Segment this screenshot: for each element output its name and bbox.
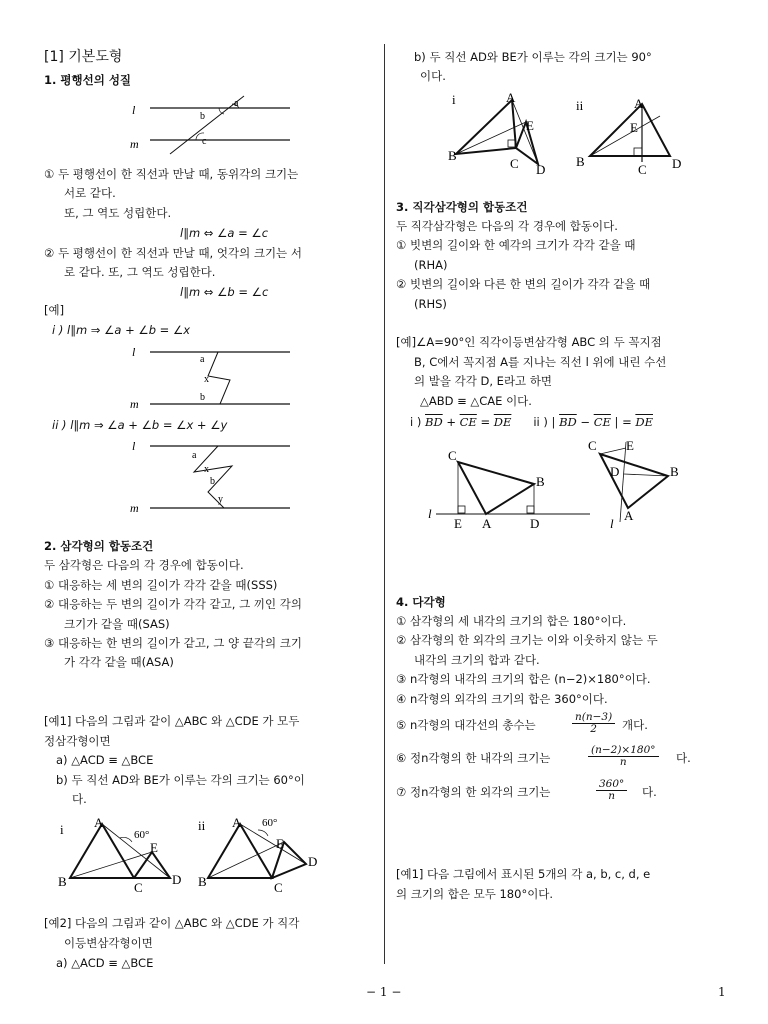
congruence-asa-line1: ③ 대응하는 한 변의 길이가 같고, 그 양 끝각의 크기 <box>44 636 302 650</box>
rt-example-line4: △ABD ≡ △CAE 이다. <box>420 394 532 408</box>
congruence-sas-line1: ② 대응하는 두 변의 길이가 각각 같고, 그 끼인 각의 <box>44 597 302 611</box>
angle-x-label: x <box>204 374 209 385</box>
fraction-numerator: n(n−3) <box>572 712 615 724</box>
fraction-denominator: n <box>608 790 616 802</box>
interior-angle-fraction <box>588 745 659 768</box>
rt-congruence-figure-1 <box>424 444 594 536</box>
vertex-b: B <box>576 154 585 169</box>
roman-ii: ii <box>198 818 206 833</box>
vertex-b: B <box>198 874 207 889</box>
equals-sign: = <box>480 415 491 429</box>
example-i-formula: i ) l∥m ⇒ ∠a + ∠b = ∠x <box>52 323 191 337</box>
vertex-b: B <box>58 874 67 889</box>
line-m-label: m <box>130 501 139 515</box>
rha-line1: ① 빗변의 길이와 한 예각의 크기가 각각 같을 때 <box>396 238 636 252</box>
fraction-numerator: (n−2)×180° <box>588 745 659 757</box>
example2-b-line1: b) 두 직선 AD와 BE가 이루는 각의 크기는 90° <box>414 50 652 64</box>
vertex-d: D <box>308 854 318 869</box>
section-title: [1] 기본도형 <box>44 49 123 65</box>
angle-y-label: y <box>218 494 223 505</box>
example1-b-line1: b) 두 직선 AD와 BE가 이루는 각의 크기는 60°이 <box>56 773 305 787</box>
rt-example-line3: 의 발을 각각 D, E라고 하면 <box>414 374 553 388</box>
zigzag-figure-1 <box>120 340 300 412</box>
vertex-b: B <box>536 474 545 489</box>
fraction-denominator: n <box>619 756 627 768</box>
example2-line1: [예2] 다음의 그림과 같이 △ABC 와 △CDE 가 직각 <box>44 916 300 930</box>
heading-parallel-lines: 1. 평행선의 성질 <box>44 73 132 87</box>
angle-c-label: c <box>202 136 207 147</box>
example2-b-line2: 이다. <box>420 69 446 83</box>
vertex-e: E <box>526 118 534 133</box>
example1-line1: [예1] 다음의 그림과 같이 △ABC 와 △CDE 가 모두 <box>44 714 300 728</box>
polygon-5-text: ⑤ n각형의 대각선의 총수는 <box>396 718 536 732</box>
vertex-a: A <box>506 90 516 105</box>
polygon-7-text: ⑦ 정n각형의 한 외각의 크기는 <box>396 785 551 799</box>
column-divider <box>384 44 385 964</box>
formula-i-prefix: i ) <box>410 415 422 429</box>
plus-sign: + <box>446 415 456 429</box>
line-m-label: m <box>130 397 139 411</box>
vertex-c: C <box>638 162 647 177</box>
property-2-line2: 로 같다. 또, 그 역도 성립한다. <box>64 265 216 279</box>
vertex-c: C <box>510 156 519 171</box>
example1-b-line2: 다. <box>72 792 87 806</box>
vertex-e: E <box>276 836 284 851</box>
angle-a-label: a <box>200 354 205 365</box>
vertex-e: E <box>454 516 462 531</box>
page-number-center: − 1 − <box>366 985 402 999</box>
property-2-formula: l∥m ⇔ ∠b = ∠c <box>180 285 269 299</box>
fraction-numerator: 360° <box>596 779 627 791</box>
equilateral-figure-i <box>56 814 186 894</box>
rhs-line1: ② 빗변의 길이와 다른 한 변의 길이가 각각 같을 때 <box>396 277 651 291</box>
property-1-line3: 또, 그 역도 성립한다. <box>64 206 172 220</box>
congruence-intro: 두 삼각형은 다음의 각 경우에 합동이다. <box>44 558 244 572</box>
polygon-example-line1: [예1] 다음 그림에서 표시된 5개의 각 a, b, c, d, e <box>396 867 651 881</box>
equilateral-figure-ii <box>196 814 326 894</box>
heading-right-triangle: 3. 직각삼각형의 합동조건 <box>396 200 528 214</box>
vertex-d: D <box>610 464 620 479</box>
polygon-6-text: ⑥ 정n각형의 한 내각의 크기는 <box>396 751 551 765</box>
rt-example-formulas <box>410 415 653 430</box>
angle-b-label: b <box>200 392 205 403</box>
rt-congruence-figure-2 <box>580 434 690 534</box>
vertex-a: A <box>482 516 492 531</box>
roman-i: i <box>452 92 456 107</box>
minus-sign: − <box>580 415 591 429</box>
example2-a: a) △ACD ≡ △BCE <box>56 956 154 970</box>
segment-ce: $\overline{CE}$ <box>459 415 477 429</box>
segment-bd: $\overline{BD}$ <box>559 415 577 429</box>
vertex-b: B <box>448 148 457 163</box>
parallel-lines-figure <box>120 94 300 156</box>
polygon-2-line2: 내각의 크기의 합과 같다. <box>414 653 540 667</box>
diagonal-fraction <box>572 712 615 735</box>
polygon-1: ① 삼각형의 세 내각의 크기의 합은 180°이다. <box>396 614 627 628</box>
property-1-formula: l∥m ⇔ ∠a = ∠c <box>180 226 269 240</box>
vertex-e: E <box>630 120 638 135</box>
polygon-3: ③ n각형의 내각의 크기의 합은 (n−2)×180°이다. <box>396 672 651 686</box>
roman-i: i <box>60 822 64 837</box>
property-1-line2: 서로 같다. <box>64 186 116 200</box>
line-l-label: l <box>428 506 432 521</box>
angle-a-label: a <box>234 98 239 109</box>
segment-de: $\overline{DE}$ <box>635 415 653 429</box>
vertex-c: C <box>448 448 457 463</box>
line-l-label: l <box>132 103 136 117</box>
angle-b-label: b <box>210 476 215 487</box>
line-m-label: m <box>130 137 139 151</box>
vertex-b: B <box>670 464 679 479</box>
polygon-5-suffix: 개다. <box>622 718 648 732</box>
rha-line2: (RHA) <box>414 258 448 272</box>
vertex-c: C <box>588 438 597 453</box>
segment-bd: $\overline{BD}$ <box>425 415 443 429</box>
right-triangle-intro: 두 직각삼각형은 다음의 각 경우에 합동이다. <box>396 219 618 233</box>
congruence-sss: ① 대응하는 세 변의 길이가 각각 같을 때(SSS) <box>44 578 278 592</box>
polygon-2-line1: ② 삼각형의 한 외각의 크기는 이와 이웃하지 않는 두 <box>396 633 658 647</box>
rhs-line2: (RHS) <box>414 297 447 311</box>
line-l-label: l <box>132 439 136 453</box>
line-l-label: l <box>132 345 136 359</box>
polygon-example-line2: 의 크기의 합은 모두 180°이다. <box>396 887 554 901</box>
vertex-e: E <box>150 840 158 855</box>
heading-polygon: 4. 다각형 <box>396 595 446 609</box>
vertex-d: D <box>536 162 546 177</box>
vertex-c: C <box>274 880 283 894</box>
example1-a: a) △ACD ≡ △BCE <box>56 753 154 767</box>
congruence-sas-line2: 크기가 같을 때(SAS) <box>64 617 170 631</box>
right-isosceles-figure-ii <box>576 88 706 178</box>
angle-a-label: a <box>192 450 197 461</box>
vertex-e: E <box>626 438 634 453</box>
zigzag-figure-2 <box>120 436 300 516</box>
property-1-line1: ① 두 평행선이 한 직선과 만날 때, 동위각의 크기는 <box>44 167 299 181</box>
vertex-c: C <box>134 880 143 894</box>
angle-x-label: x <box>204 464 209 475</box>
polygon-4: ④ n각형의 외각의 크기의 합은 360°이다. <box>396 692 608 706</box>
example-tag: [예] <box>44 303 65 317</box>
exterior-angle-fraction <box>596 779 627 802</box>
equals-abs-sign: | = <box>614 415 632 429</box>
example2-line2: 이등변삼각형이면 <box>64 936 153 950</box>
line-l-label: l <box>610 516 614 531</box>
right-isosceles-figure-i <box>446 88 566 178</box>
page-number-right: 1 <box>718 985 726 999</box>
segment-de: $\overline{DE}$ <box>493 415 512 429</box>
formula-ii-prefix: ii ) | <box>533 415 556 429</box>
vertex-d: D <box>530 516 540 531</box>
vertex-d: D <box>672 156 682 171</box>
segment-ce: $\overline{CE}$ <box>593 415 611 429</box>
angle-label: 60° <box>262 817 278 829</box>
heading-congruence: 2. 삼각형의 합동조건 <box>44 539 154 553</box>
example1-line2: 정삼각형이면 <box>44 734 111 748</box>
polygon-6-suffix: 다. <box>676 751 691 765</box>
polygon-7-suffix: 다. <box>642 785 657 799</box>
rt-example-line2: B, C에서 꼭지점 A를 지나는 직선 l 위에 내린 수선 <box>414 355 667 369</box>
vertex-d: D <box>172 872 182 887</box>
example-ii-formula: ii ) l∥m ⇒ ∠a + ∠b = ∠x + ∠y <box>52 418 228 432</box>
fraction-denominator: 2 <box>590 723 597 735</box>
angle-b-label: b <box>200 111 205 122</box>
angle-label: 60° <box>134 829 150 841</box>
vertex-a: A <box>624 508 634 523</box>
rt-example-line1: [예]∠A=90°인 직각이등변삼각형 ABC 의 두 꼭지점 <box>396 335 662 349</box>
property-2-line1: ② 두 평행선이 한 직선과 만날 때, 엇각의 크기는 서 <box>44 246 302 260</box>
vertex-a: A <box>232 815 242 830</box>
vertex-a: A <box>94 815 104 830</box>
congruence-asa-line2: 가 각각 같을 때(ASA) <box>64 655 174 669</box>
vertex-a: A <box>634 96 644 111</box>
roman-ii: ii <box>576 98 584 113</box>
